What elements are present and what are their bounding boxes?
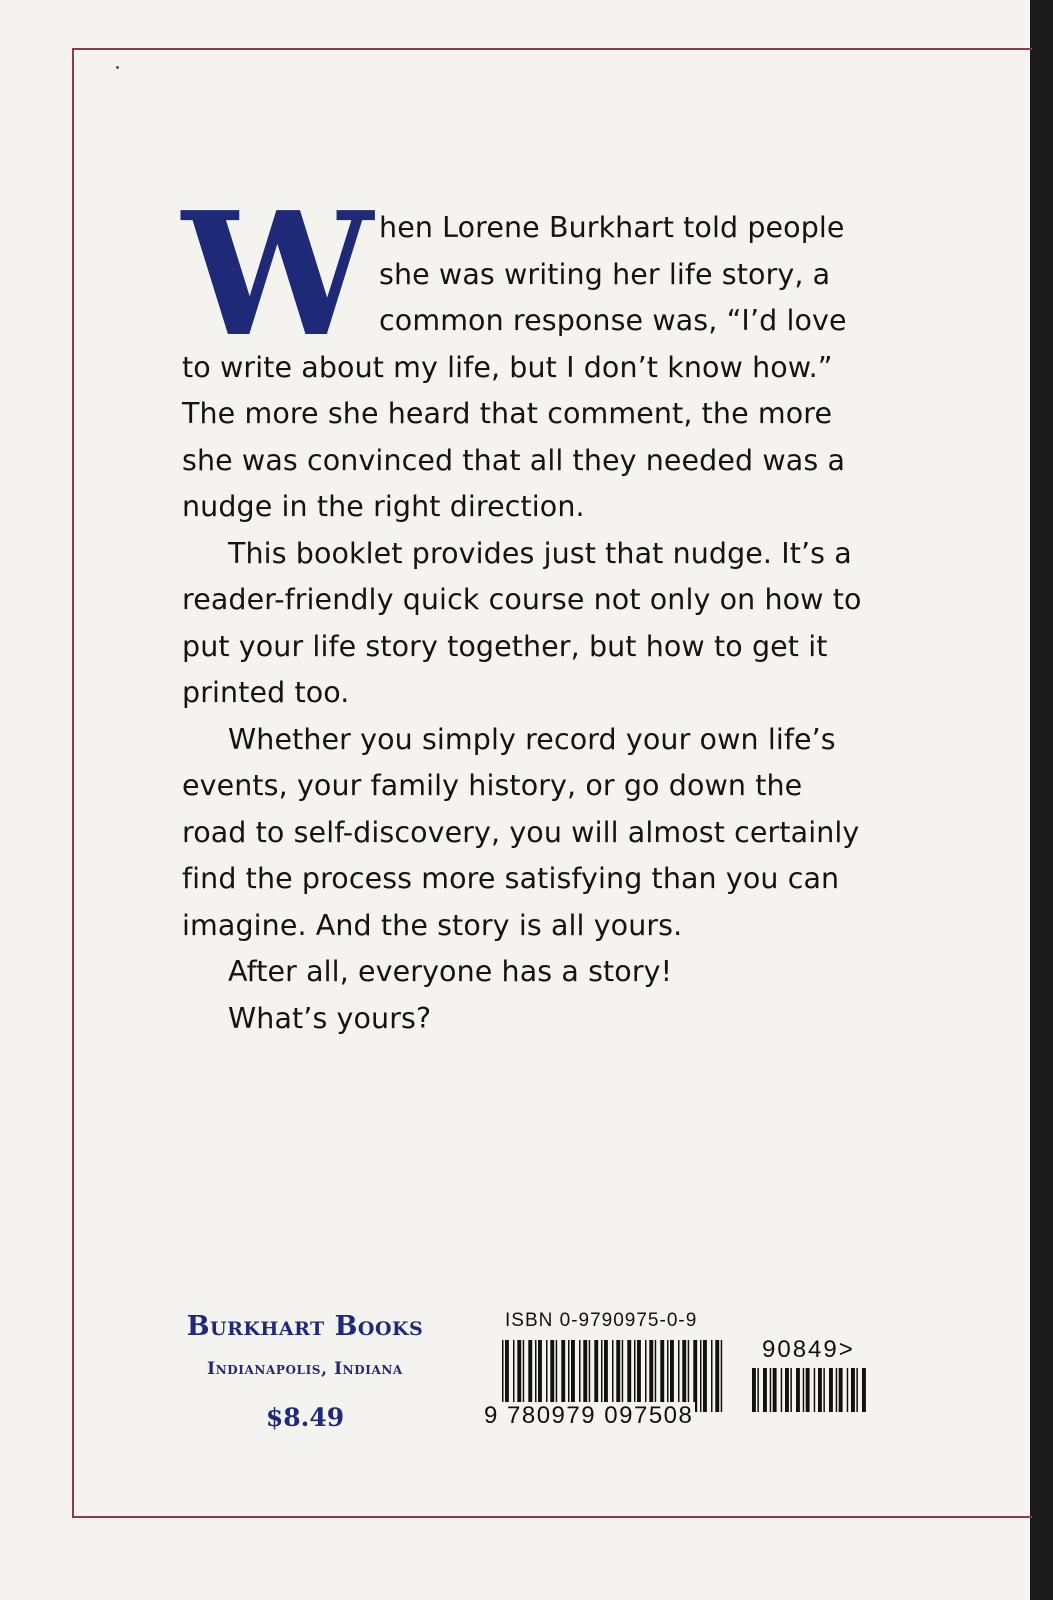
barcode-bar — [836, 1368, 838, 1412]
barcode-bar — [700, 1340, 702, 1412]
barcode-bar — [715, 1340, 719, 1412]
blurb-paragraph-1 — [182, 175, 872, 531]
drop-cap: W — [182, 175, 374, 375]
dust-speck — [116, 66, 119, 69]
barcode-bar — [856, 1368, 858, 1412]
barcode-ean-digits: 9 780979 097508 — [484, 1402, 694, 1429]
blurb-paragraph-5: What’s yours? — [228, 1001, 432, 1035]
blurb-paragraph-1-text: hen Lorene Burkhart told people she was writing her life story, a common response was, “I’d love to write about my life, but I don’t know how.” The more she heard that comment, the more she was convinced that all they needed was a nudge in the right direction. — [182, 211, 847, 523]
barcode-addon-digits: 90849> — [762, 1336, 855, 1363]
barcode-bar — [818, 1368, 822, 1412]
price-label: $8.49 — [265, 1403, 345, 1432]
barcode-bar — [770, 1368, 772, 1412]
barcode-bar — [829, 1368, 833, 1412]
blurb-text — [182, 175, 872, 1042]
isbn-label: ISBN 0-9790975-0-9 — [505, 1310, 698, 1331]
barcode-bar — [839, 1368, 843, 1412]
barcode-bar — [773, 1368, 777, 1412]
blurb-paragraph-2: This booklet provides just that nudge. It’s a reader-friendly quick course not only on how to put your life story together, but how to get it printed too. — [182, 536, 862, 709]
barcode-bar — [711, 1340, 713, 1412]
barcode-bar — [862, 1368, 866, 1412]
barcode-bar — [823, 1368, 825, 1412]
barcode-bar — [757, 1368, 759, 1412]
barcode-bar — [796, 1368, 800, 1412]
barcode-bar — [781, 1368, 783, 1412]
publisher-city: Indianapolis, Indiana — [207, 1359, 403, 1379]
barcode-bar — [763, 1368, 767, 1412]
publisher-name: Burkhart Books — [186, 1311, 424, 1342]
barcode-bar — [814, 1368, 816, 1412]
publisher-block — [140, 1308, 470, 1434]
barcode-bar — [847, 1368, 849, 1412]
barcode-bar — [721, 1340, 723, 1412]
barcode-bar — [703, 1340, 707, 1412]
barcode-bar — [803, 1368, 805, 1412]
barcode-bar — [790, 1368, 792, 1412]
barcode-bar — [851, 1368, 855, 1412]
barcode-bar — [806, 1368, 810, 1412]
blurb-paragraph-4: After all, everyone has a story! — [228, 955, 673, 988]
barcode-bar — [752, 1368, 756, 1412]
barcode-bar — [785, 1368, 789, 1412]
blurb-paragraph-3: Whether you simply record your own life’s events, your family history, or go down the road to self-discovery, you will almost certainly find the process more satisfying than you can imagine. And the story is all yours. — [182, 722, 860, 942]
